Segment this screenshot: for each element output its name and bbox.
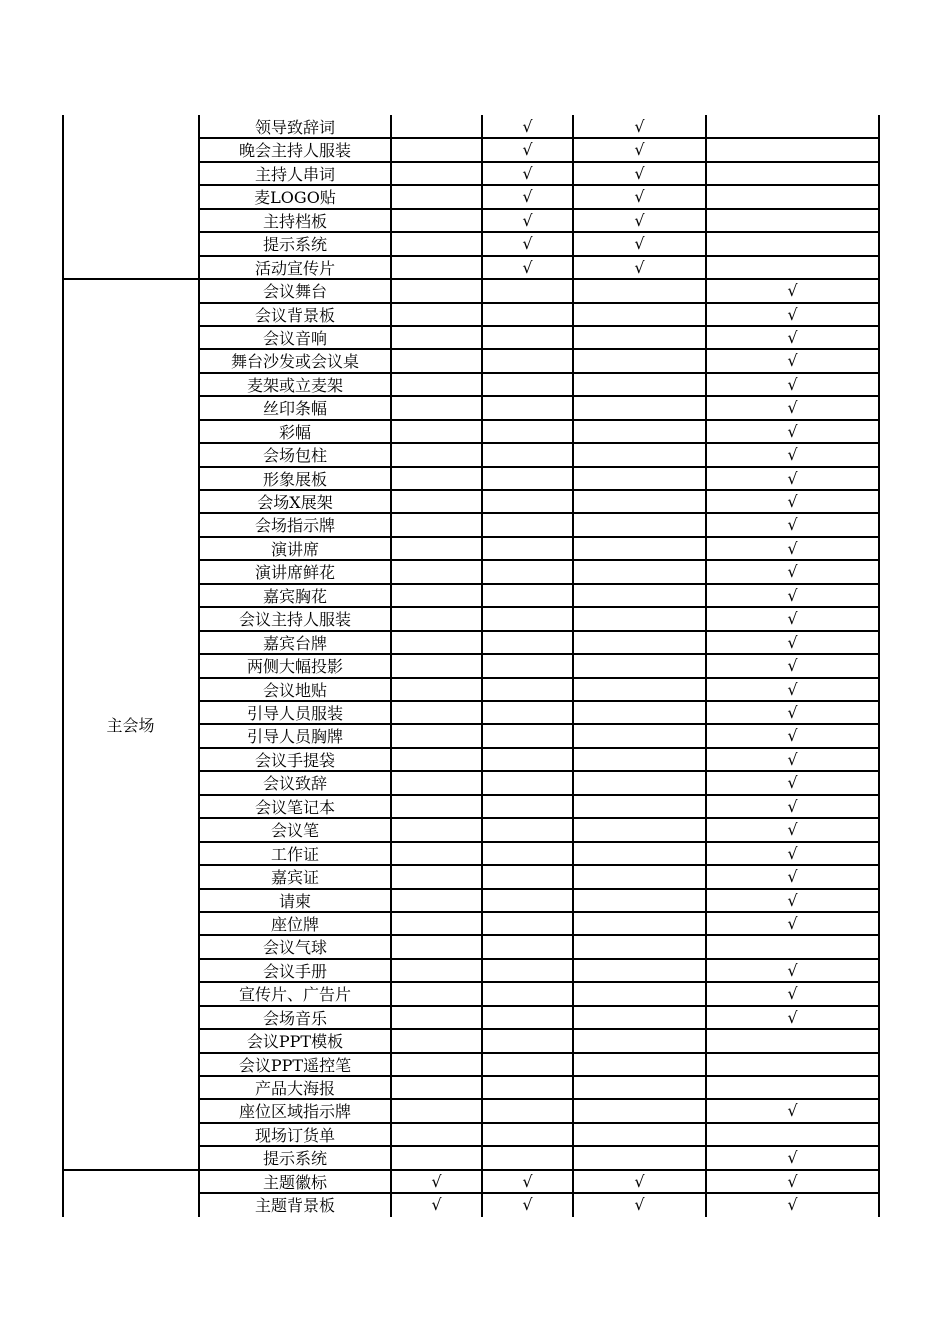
check-mark-cell: √ [522,1195,533,1214]
check-mark-cell [482,701,573,724]
item-name-cell: 座位牌 [270,915,319,934]
check-mark-cell [573,1123,706,1146]
check-mark-cell [391,279,482,302]
item-name-cell: 会议音响 [262,329,327,348]
item-name-cell: 彩幅 [278,423,311,442]
check-mark-cell [573,1006,706,1029]
check-mark-cell [482,771,573,794]
check-mark-cell: √ [787,703,798,722]
check-mark-cell [391,537,482,560]
check-mark-cell [482,1006,573,1029]
check-mark-cell [706,162,879,185]
check-mark-cell [482,490,573,513]
item-name-cell: 会议气球 [262,938,327,957]
check-mark-cell [391,256,482,279]
check-mark-cell [482,560,573,583]
check-mark-cell [706,209,879,232]
check-mark-cell [482,420,573,443]
check-mark-cell [482,795,573,818]
check-mark-cell [391,982,482,1005]
check-mark-cell: √ [634,258,645,277]
check-mark-cell [391,795,482,818]
check-mark-cell: √ [787,914,798,933]
item-name-cell: 会议PPT模板 [246,1032,344,1051]
check-mark-cell [391,209,482,232]
check-mark-cell: √ [787,492,798,511]
check-mark-cell: √ [634,234,645,253]
item-name-cell: 会场包柱 [262,446,327,465]
check-mark-cell [391,584,482,607]
check-mark-cell [482,1123,573,1146]
check-mark-cell [391,912,482,935]
checklist-table [62,115,879,1214]
item-name-cell: 产品大海报 [254,1079,335,1098]
check-mark-cell [573,349,706,372]
check-mark-cell [573,420,706,443]
check-mark-cell [573,678,706,701]
check-mark-cell [573,279,706,302]
check-mark-cell: √ [634,1195,645,1214]
check-mark-cell [573,1076,706,1099]
check-mark-cell [482,842,573,865]
check-mark-cell [391,959,482,982]
check-mark-cell [391,1006,482,1029]
check-mark-cell: √ [787,422,798,441]
item-name-cell: 会议PPT遥控笔 [238,1056,352,1075]
check-mark-cell [391,1123,482,1146]
check-mark-cell [482,724,573,747]
check-mark-cell: √ [787,633,798,652]
check-mark-cell [573,584,706,607]
check-mark-cell [391,724,482,747]
category-cell [62,115,199,279]
check-mark-cell [482,889,573,912]
check-mark-cell: √ [787,586,798,605]
check-mark-cell [391,443,482,466]
check-mark-cell [391,185,482,208]
item-name-cell: 座位区域指示牌 [238,1102,351,1121]
check-mark-cell [706,232,879,255]
check-mark-cell [391,935,482,958]
check-mark-cell [482,607,573,630]
check-mark-cell [482,1053,573,1076]
check-mark-cell [391,373,482,396]
check-mark-cell [573,467,706,490]
check-mark-cell [573,326,706,349]
item-name-cell: 麦架或立麦架 [246,376,343,395]
item-name-cell: 请柬 [278,892,311,911]
check-mark-cell: √ [787,445,798,464]
check-mark-cell [573,373,706,396]
check-mark-cell [391,678,482,701]
item-name-cell: 会议手册 [262,962,327,981]
check-mark-cell [391,560,482,583]
item-name-cell: 主持人串词 [254,165,335,184]
check-mark-cell [706,1076,879,1099]
check-mark-cell [482,982,573,1005]
item-name-cell: 会议背景板 [254,306,335,325]
item-name-cell: 主持档板 [262,212,327,231]
check-mark-cell [482,279,573,302]
check-mark-cell [391,490,482,513]
check-mark-cell [482,373,573,396]
check-mark-cell [573,443,706,466]
check-mark-cell [391,701,482,724]
check-mark-cell: √ [787,515,798,534]
item-name-cell: 会议主持人服装 [238,610,351,629]
item-name-cell: 现场订货单 [254,1126,335,1145]
item-name-cell: 两侧大幅投影 [246,657,343,676]
check-mark-cell [482,818,573,841]
check-mark-cell: √ [787,773,798,792]
check-mark-cell: √ [787,469,798,488]
check-mark-cell [573,748,706,771]
check-mark-cell [391,1029,482,1052]
check-mark-cell: √ [787,562,798,581]
check-mark-cell [482,396,573,419]
item-name-cell: 会议舞台 [262,282,327,301]
item-name-cell: 会议地贴 [262,681,327,700]
check-mark-cell [573,303,706,326]
check-mark-cell [391,349,482,372]
check-mark-cell: √ [634,140,645,159]
item-name-cell: 会议致辞 [262,774,327,793]
check-mark-cell [482,537,573,560]
check-mark-cell [573,771,706,794]
check-mark-cell [482,1076,573,1099]
item-name-cell: 引导人员服装 [246,704,343,723]
item-name-cell: 工作证 [270,845,319,864]
check-mark-cell [706,138,879,161]
check-mark-cell [391,513,482,536]
check-mark-cell: √ [634,117,645,136]
item-name-cell: 主题背景板 [254,1196,335,1215]
item-name-cell: 会场指示牌 [254,516,335,535]
check-mark-cell [391,138,482,161]
check-mark-cell: √ [787,797,798,816]
check-mark-cell [482,865,573,888]
check-mark-cell: √ [787,539,798,558]
check-mark-cell: √ [431,1195,442,1214]
check-mark-cell [706,1053,879,1076]
item-name-cell: 会场X展架 [257,493,333,512]
check-mark-cell: √ [522,140,533,159]
check-mark-cell [706,1029,879,1052]
check-mark-cell: √ [787,1008,798,1027]
check-mark-cell: √ [522,164,533,183]
check-mark-cell [573,818,706,841]
item-name-cell: 舞台沙发或会议桌 [230,352,359,371]
check-mark-cell [706,185,879,208]
check-mark-cell [573,654,706,677]
check-mark-cell: √ [634,187,645,206]
check-mark-cell [573,1099,706,1122]
check-mark-cell [391,607,482,630]
check-mark-cell: √ [787,375,798,394]
check-mark-cell: √ [522,117,533,136]
check-mark-cell [573,513,706,536]
check-mark-cell [573,1146,706,1169]
check-mark-cell [391,115,482,138]
category-cell [62,1170,199,1217]
item-name-cell: 演讲席 [270,540,319,559]
check-mark-cell [482,748,573,771]
item-name-cell: 嘉宾胸花 [262,587,327,606]
item-name-cell: 演讲席鲜花 [254,563,335,582]
check-mark-cell [706,1123,879,1146]
check-mark-cell [482,935,573,958]
item-name-cell: 会议笔 [270,821,319,840]
check-mark-cell: √ [787,656,798,675]
check-mark-cell [391,631,482,654]
check-mark-cell [482,349,573,372]
item-name-cell: 嘉宾台牌 [262,634,327,653]
check-mark-cell [482,326,573,349]
check-mark-cell [391,1053,482,1076]
item-name-cell: 麦LOGO贴 [254,188,336,207]
check-mark-cell [482,678,573,701]
check-mark-cell: √ [431,1172,442,1191]
check-mark-cell [573,912,706,935]
check-mark-cell: √ [634,211,645,230]
check-mark-cell [482,1099,573,1122]
item-name-cell: 丝印条幅 [262,399,327,418]
check-mark-cell [391,467,482,490]
check-mark-cell [573,396,706,419]
check-mark-cell [482,912,573,935]
check-mark-cell: √ [787,891,798,910]
check-mark-cell [573,607,706,630]
item-name-cell: 主题徽标 [262,1173,327,1192]
check-mark-cell [482,467,573,490]
check-mark-cell [391,842,482,865]
item-name-cell: 形象展板 [262,470,327,489]
check-mark-cell [573,724,706,747]
check-mark-cell: √ [634,1172,645,1191]
check-mark-cell: √ [787,305,798,324]
check-mark-cell: √ [787,1195,798,1214]
check-mark-cell [391,865,482,888]
check-mark-cell: √ [522,1172,533,1191]
check-mark-cell [573,701,706,724]
check-mark-cell [482,959,573,982]
check-mark-cell: √ [787,281,798,300]
check-mark-cell [391,748,482,771]
check-mark-cell [391,232,482,255]
check-mark-cell [573,935,706,958]
check-mark-cell [706,935,879,958]
check-mark-cell: √ [522,187,533,206]
check-mark-cell: √ [522,234,533,253]
check-mark-cell [573,1053,706,1076]
check-mark-cell [706,256,879,279]
check-mark-cell [391,1099,482,1122]
check-mark-cell [706,115,879,138]
check-mark-cell [573,537,706,560]
item-name-cell: 会场音乐 [262,1009,327,1028]
item-name-cell: 宣传片、广告片 [238,985,351,1004]
check-mark-cell: √ [787,1101,798,1120]
check-mark-cell: √ [787,398,798,417]
item-name-cell: 提示系统 [262,235,327,254]
check-mark-cell: √ [787,680,798,699]
check-mark-cell [391,303,482,326]
check-mark-cell: √ [634,164,645,183]
check-mark-cell [482,443,573,466]
item-name-cell: 提示系统 [262,1149,327,1168]
check-mark-cell: √ [787,351,798,370]
check-mark-cell [573,982,706,1005]
check-mark-cell [391,162,482,185]
check-mark-cell [391,420,482,443]
check-mark-cell [573,490,706,513]
check-mark-cell: √ [787,750,798,769]
item-name-cell: 引导人员胸牌 [246,727,343,746]
check-mark-cell [391,396,482,419]
check-mark-cell [482,1029,573,1052]
check-mark-cell: √ [522,211,533,230]
item-name-cell: 领导致辞词 [254,118,335,137]
check-mark-cell [482,1146,573,1169]
item-name-cell: 会议手提袋 [254,751,335,770]
check-mark-cell: √ [787,609,798,628]
check-mark-cell [391,818,482,841]
item-name-cell: 嘉宾证 [270,868,319,887]
item-name-cell: 会议笔记本 [254,798,335,817]
check-mark-cell [482,513,573,536]
check-mark-cell: √ [787,961,798,980]
check-mark-cell [391,326,482,349]
check-mark-cell [482,631,573,654]
check-mark-cell [391,654,482,677]
check-mark-cell: √ [787,867,798,886]
check-mark-cell [573,865,706,888]
check-mark-cell [573,1029,706,1052]
check-mark-cell [573,959,706,982]
check-mark-cell [573,842,706,865]
check-mark-cell [482,654,573,677]
check-mark-cell: √ [787,844,798,863]
check-mark-cell [573,889,706,912]
check-mark-cell [391,771,482,794]
check-mark-cell: √ [787,1148,798,1167]
check-mark-cell [573,795,706,818]
check-mark-cell: √ [787,820,798,839]
check-mark-cell [391,1146,482,1169]
item-name-cell: 晚会主持人服装 [238,141,351,160]
check-mark-cell: √ [787,984,798,1003]
category-cell: 主会场 [106,716,155,735]
check-mark-cell [573,631,706,654]
check-mark-cell: √ [787,726,798,745]
check-mark-cell [482,303,573,326]
item-name-cell: 活动宣传片 [254,259,335,278]
check-mark-cell: √ [522,258,533,277]
check-mark-cell: √ [787,1172,798,1191]
check-mark-cell [391,1076,482,1099]
check-mark-cell [391,889,482,912]
check-mark-cell [482,584,573,607]
check-mark-cell: √ [787,328,798,347]
check-mark-cell [573,560,706,583]
